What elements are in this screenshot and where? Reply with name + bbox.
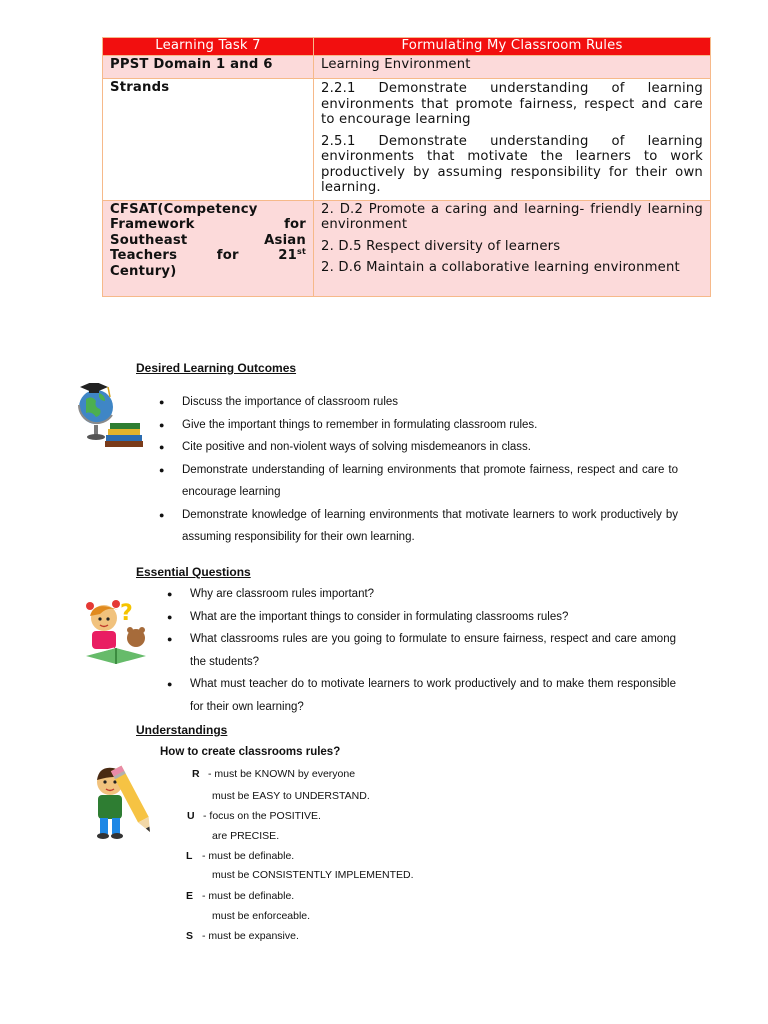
ppst-label: PPST Domain 1 and 6 bbox=[103, 56, 314, 79]
essential-questions-list bbox=[164, 583, 676, 718]
table-row-strands bbox=[103, 79, 711, 201]
header-learning-task: Learning Task 7 bbox=[103, 38, 314, 56]
cfsat-label-line: Century) bbox=[110, 263, 177, 279]
child-reading-illustration bbox=[80, 598, 158, 670]
rule-item: S - must be expansive. bbox=[186, 930, 299, 942]
strand-item: 2.5.1 Demonstrate understanding of learning environments that motivate the learners to work productively by assuming responsibility for their own learning. bbox=[321, 133, 703, 195]
list-item: ● Why are classroom rules important? bbox=[164, 583, 676, 606]
desired-outcomes-heading: Desired Learning Outcomes bbox=[136, 361, 297, 375]
list-item: ● What are the important things to consider in formulating classrooms rules? bbox=[164, 606, 676, 629]
rule-item: L - must be definable. bbox=[186, 850, 295, 862]
cfsat-item: 2. D.5 Respect diversity of learners bbox=[321, 238, 561, 254]
cfsat-label-line: Framework for bbox=[110, 217, 306, 232]
desired-outcomes-section bbox=[156, 391, 678, 549]
boy-pencil-illustration bbox=[84, 762, 156, 842]
rule-letter: S bbox=[186, 930, 194, 942]
list-item: ● Give the important things to remember in formulating classroom rules. bbox=[156, 414, 678, 437]
rule-item: R - must be KNOWN by everyone bbox=[192, 768, 356, 780]
rule-item-continuation: must be CONSISTENTLY IMPLEMENTED. bbox=[212, 869, 414, 881]
question-mark-icon: ? bbox=[120, 601, 133, 626]
table-row-cfsat bbox=[103, 200, 711, 296]
rule-letter: U bbox=[187, 810, 195, 822]
list-item: ● What must teacher do to motivate learners to work productively and to make them responsible for their own learning? bbox=[164, 673, 676, 718]
rule-letter: E bbox=[186, 890, 194, 902]
learning-task-table bbox=[102, 37, 711, 297]
desired-outcomes-list bbox=[156, 391, 678, 549]
understandings-subheading: How to create classrooms rules? bbox=[160, 746, 341, 758]
books-icon bbox=[106, 435, 142, 441]
rule-item-continuation: are PRECISE. bbox=[212, 830, 280, 842]
table-row-ppst bbox=[103, 56, 711, 79]
rule-letter: R bbox=[192, 768, 200, 780]
understandings-heading: Understandings bbox=[136, 723, 228, 737]
rule-item: E - must be definable. bbox=[186, 890, 295, 902]
rule-item-continuation: must be EASY to UNDERSTAND. bbox=[212, 790, 370, 802]
rule-item: U - focus on the POSITIVE. bbox=[187, 810, 321, 822]
cfsat-item: 2. D.6 Maintain a collaborative learning environment bbox=[321, 260, 680, 275]
cfsat-label-line: Teachers for 21st bbox=[110, 247, 306, 263]
strands-label: Strands bbox=[103, 79, 314, 201]
list-item: ● Discuss the importance of classroom rules bbox=[156, 391, 678, 414]
rule-item-continuation: must be enforceable. bbox=[212, 910, 311, 922]
header-task-title: Formulating My Classroom Rules bbox=[314, 38, 711, 56]
globe-books-illustration bbox=[72, 383, 148, 449]
list-item: ● What classrooms rules are you going to formulate to ensure fairness, respect and care among the students? bbox=[164, 628, 676, 673]
list-item: ● Demonstrate understanding of learning environments that promote fairness, respect and care to encourage learning bbox=[156, 459, 678, 504]
table-header-row bbox=[103, 38, 711, 56]
essential-questions-heading: Essential Questions bbox=[136, 565, 251, 579]
strand-item: 2.2.1 Demonstrate understanding of learning environments that promote fairness, respect and care to encourage learning bbox=[321, 81, 703, 127]
ppst-value: Learning Environment bbox=[314, 56, 711, 79]
list-item: ● Demonstrate knowledge of learning environments that motivate learners to work productively by assuming responsibility for their own learning. bbox=[156, 504, 678, 549]
cfsat-label-line: Southeast Asian bbox=[110, 232, 306, 248]
cfsat-item: 2. D.2 Promote a caring and learning- friendly learning environment bbox=[321, 201, 703, 232]
cfsat-label bbox=[103, 200, 314, 296]
rule-letter: L bbox=[186, 850, 193, 862]
essential-questions-section bbox=[164, 583, 676, 718]
list-item: ● Cite positive and non-violent ways of solving misdemeanors in class. bbox=[156, 436, 678, 459]
cfsat-label-line: CFSAT(Competency bbox=[110, 201, 258, 217]
